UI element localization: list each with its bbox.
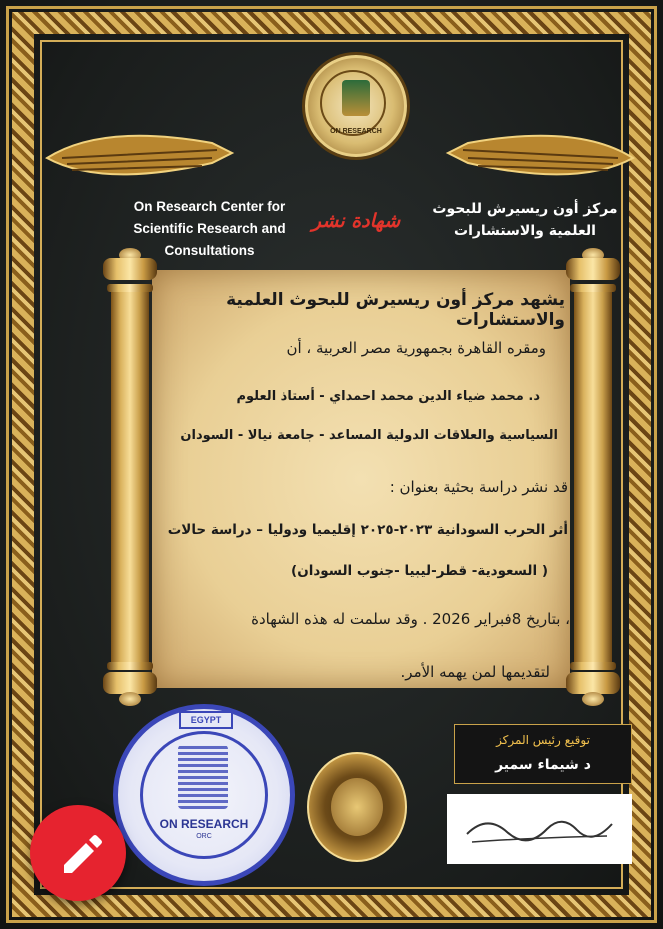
stamp-name: ON RESEARCH — [159, 817, 249, 831]
blue-official-stamp — [113, 704, 295, 886]
logo-text: ON RESEARCH — [330, 128, 382, 135]
edit-button[interactable] — [30, 805, 126, 901]
center-logo — [305, 55, 407, 157]
certificate-line-5: قد نشر دراسة بحثية بعنوان : — [389, 478, 568, 496]
certificate-title: شهادة نشر — [311, 210, 401, 232]
signature-role: توقيع رئيس المركز — [496, 733, 590, 747]
handwritten-signature — [447, 794, 632, 864]
signature-label-box — [454, 724, 632, 784]
stamp-figure-icon — [178, 745, 228, 809]
recipient-affiliation-line: السياسية والعلاقات الدولية المساعد - جامعة نيالا - السودان — [180, 428, 558, 443]
left-winged-sun-icon — [42, 118, 242, 188]
center-name-arabic: مركز أون ريسيرش للبحوث العلمية والاستشارات — [432, 201, 618, 239]
certificate-date-line: ، بتاريخ 8فبراير 2026 . وقد سلمت له هذه الشهادة — [251, 610, 570, 628]
gold-seal-core — [331, 778, 383, 836]
certificate-line-1: يشهد مركز أون ريسيرش للبحوث العلمية والاستشارات — [226, 290, 565, 330]
certificate-closing-line: لتقديمها لمن يهمه الأمر. — [400, 663, 550, 681]
center-name-english: On Research Center for Scientific Research and Consultations — [133, 199, 286, 258]
signature-name: د شيماء سمير — [495, 757, 591, 773]
pencil-edit-icon — [30, 805, 126, 901]
logo-figure-icon — [342, 80, 370, 116]
right-pillar — [566, 248, 620, 708]
signature-scribble-icon — [447, 794, 632, 864]
recipient-name-line: د. محمد ضياء الدين محمد احمداي - أستاذ العلوم — [236, 389, 540, 404]
stamp-abbr: ORC — [196, 833, 212, 840]
certificate-line-2: ومقره القاهرة بجمهورية مصر العربية ، أن — [286, 339, 546, 357]
right-winged-sun-icon — [438, 118, 638, 188]
research-title-line-1: أثر الحرب السودانية ٢٠٢٣-٢٠٢٥ إقليميا ودوليا – دراسة حالات — [167, 522, 568, 538]
left-pillar — [103, 248, 157, 708]
research-title-line-2: ( السعودية- قطر-ليبيا -جنوب السودان) — [291, 563, 548, 579]
stamp-country: EGYPT — [179, 711, 233, 729]
gold-seal — [307, 752, 407, 862]
